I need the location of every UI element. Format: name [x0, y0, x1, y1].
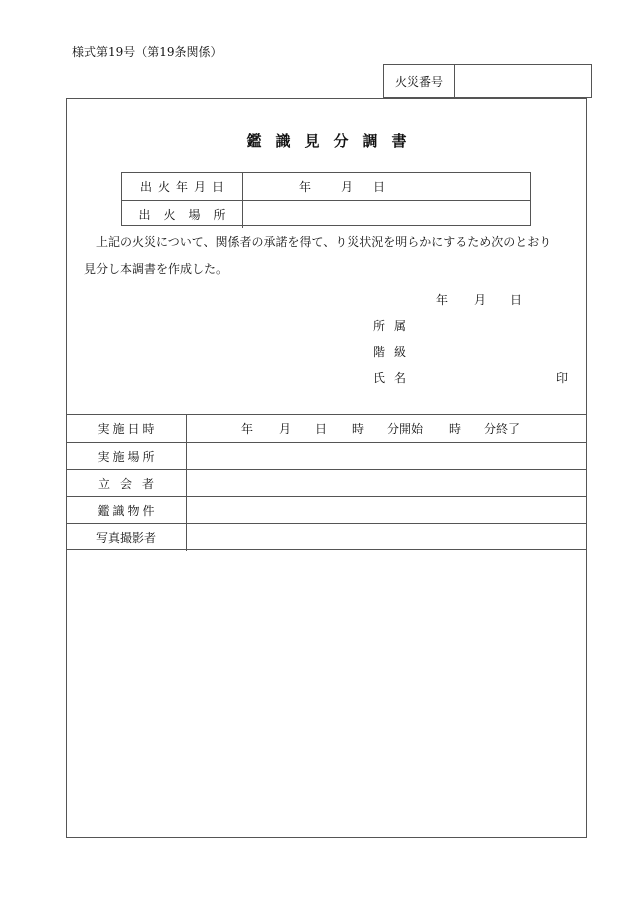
fire-number-label: 火災番号	[384, 65, 455, 97]
intro-line-2: 見分し本調書を作成した。	[84, 262, 229, 276]
dt-year-unit: 年	[241, 422, 254, 436]
witness-field[interactable]	[187, 470, 587, 497]
details-table	[66, 414, 587, 550]
object-field[interactable]	[187, 497, 587, 524]
dt-minute-end-unit: 分終了	[484, 422, 521, 436]
object-label: 鑑識物件	[66, 497, 187, 524]
ignition-date-label: 出火年月日	[122, 173, 243, 200]
object-row	[66, 497, 587, 524]
ignition-place-label: 出火場所	[122, 201, 243, 228]
place-field[interactable]	[187, 443, 587, 470]
ignition-place-row	[122, 200, 530, 228]
notes-area[interactable]	[66, 550, 587, 838]
dt-hour-end-unit: 時	[449, 422, 462, 436]
fire-number-field[interactable]	[455, 65, 591, 97]
ignition-table	[121, 172, 531, 226]
dt-hour-start-unit: 時	[352, 422, 365, 436]
photographer-field[interactable]	[187, 524, 587, 551]
ignition-year-unit: 年	[299, 180, 312, 194]
datetime-row	[66, 415, 587, 442]
fire-number-box	[383, 64, 592, 98]
rank-label: 階級	[373, 345, 416, 359]
dt-month-unit: 月	[279, 422, 292, 436]
seal-mark: 印	[556, 371, 569, 385]
datetime-field[interactable]	[187, 415, 587, 442]
report-month-unit: 月	[474, 293, 487, 307]
ignition-day-unit: 日	[373, 180, 386, 194]
report-day-unit: 日	[510, 293, 523, 307]
affiliation-label: 所属	[373, 319, 416, 333]
photographer-label: 写真撮影者	[66, 524, 187, 551]
report-year-unit: 年	[436, 293, 449, 307]
document-title: 鑑識見分調書	[246, 132, 421, 150]
place-row	[66, 443, 587, 470]
dt-minute-start-unit: 分開始	[387, 422, 424, 436]
witness-label: 立会者	[66, 470, 187, 497]
form-number: 様式第19号（第19条関係）	[72, 45, 223, 59]
intro-line-1: 上記の火災について、関係者の承諾を得て、り災状況を明らかにするため次のとおり	[96, 235, 552, 249]
ignition-date-row	[122, 173, 530, 200]
name-label: 氏名	[373, 371, 416, 385]
witness-row	[66, 470, 587, 497]
datetime-label: 実施日時	[66, 415, 187, 442]
photographer-row	[66, 524, 587, 551]
ignition-place-field[interactable]	[243, 201, 530, 228]
place-label: 実施場所	[66, 443, 187, 470]
ignition-month-unit: 月	[341, 180, 354, 194]
dt-day-unit: 日	[315, 422, 328, 436]
ignition-date-field[interactable]	[243, 173, 530, 200]
